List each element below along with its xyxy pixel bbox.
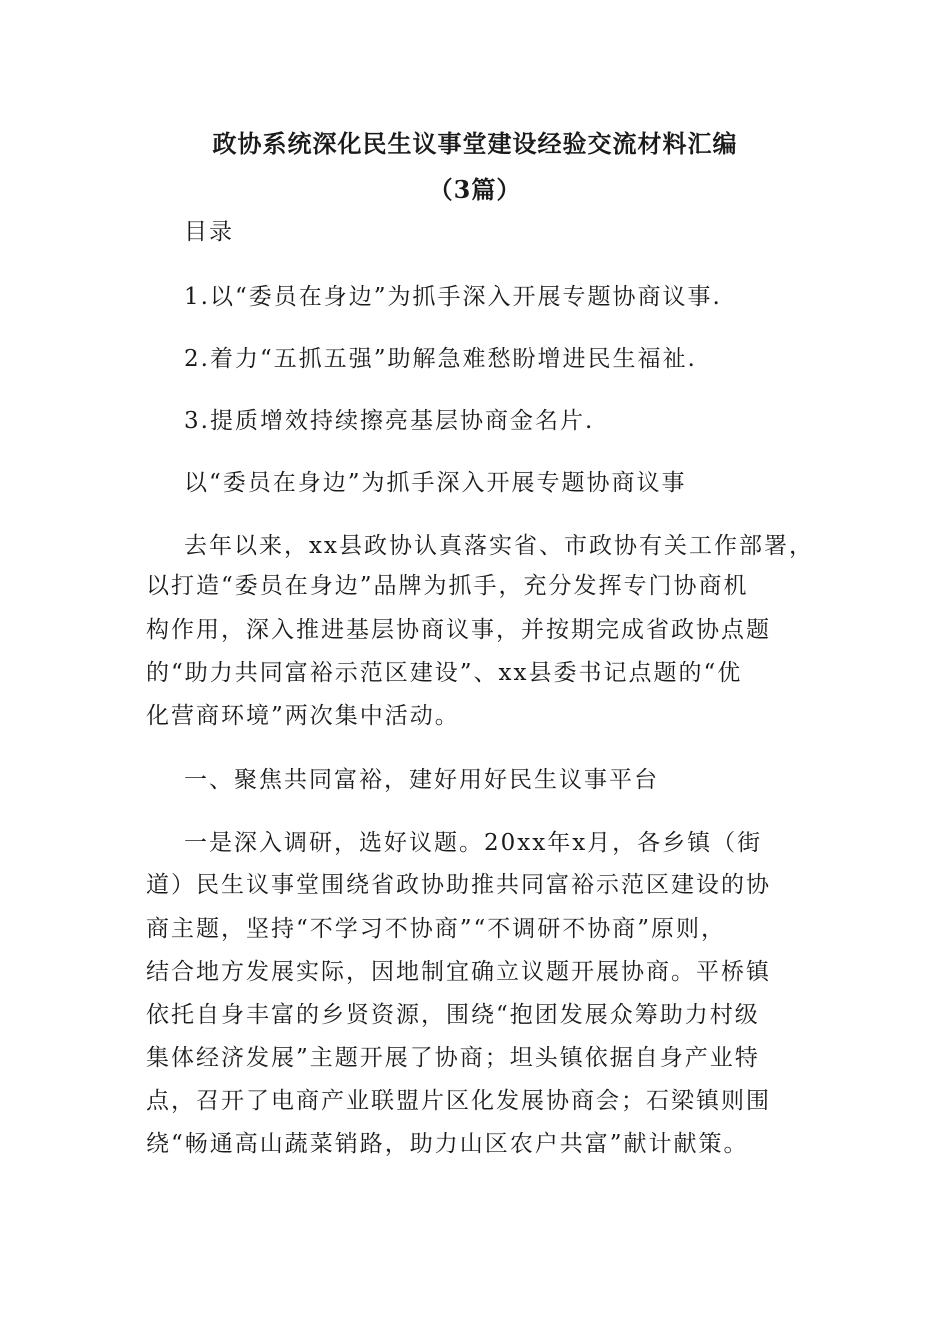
paragraph-line: 依托自身丰富的乡贤资源，围绕“抱团发展众筹助力村级 [146, 1002, 760, 1028]
paragraph-line: 的“助力共同富裕示范区建设”、xx县委书记点题的“优 [146, 660, 743, 686]
document-title: 政协系统深化民生议事堂建设经验交流材料汇编 [212, 129, 738, 158]
article-title: 以“委员在身边”为抓手深入开展专题协商议事 [184, 470, 687, 496]
paragraph-line: 构作用，深入推进基层协商议事，并按期完成省政协点题 [146, 617, 771, 643]
paragraph-line: 道）民生议事堂围绕省政协助推共同富裕示范区建设的协 [146, 872, 771, 898]
paragraph-line: 一是深入调研，选好议题。20xx年x月，各乡镇（街 [184, 830, 763, 856]
paragraph-line: 集体经济发展”主题开展了协商；坦头镇依据自身产业特 [146, 1045, 760, 1071]
toc-heading: 目录 [184, 219, 234, 245]
paragraph-line: 点，召开了电商产业联盟片区化发展协商会；石梁镇则围 [146, 1088, 771, 1114]
paragraph-line: 商主题，坚持“不学习不协商”“不调研不协商”原则， [146, 916, 727, 942]
paragraph-line: 去年以来，xx县政协认真落实省、市政协有关工作部署， [184, 533, 814, 559]
document-subtitle: （3篇） [428, 175, 522, 204]
section-heading: 一、聚焦共同富裕，建好用好民生议事平台 [184, 767, 659, 793]
paragraph-line: 结合地方发展实际，因地制宜确立议题开展协商。平桥镇 [146, 959, 771, 985]
toc-item-1: 1.以“委员在身边”为抓手深入开展专题协商议事. [184, 284, 722, 310]
paragraph-line: 以打造“委员在身边”品牌为抓手，充分发挥专门协商机 [146, 573, 749, 599]
toc-item-2: 2.着力“五抓五强”助解急难愁盼增进民生福祉. [184, 346, 697, 372]
toc-item-3: 3.提质增效持续擦亮基层协商金名片. [184, 408, 595, 434]
paragraph-line: 化营商环境”两次集中活动。 [146, 703, 460, 729]
paragraph-line: 绕“畅通高山蔬菜销路，助力山区农户共富”献计献策。 [146, 1131, 749, 1157]
